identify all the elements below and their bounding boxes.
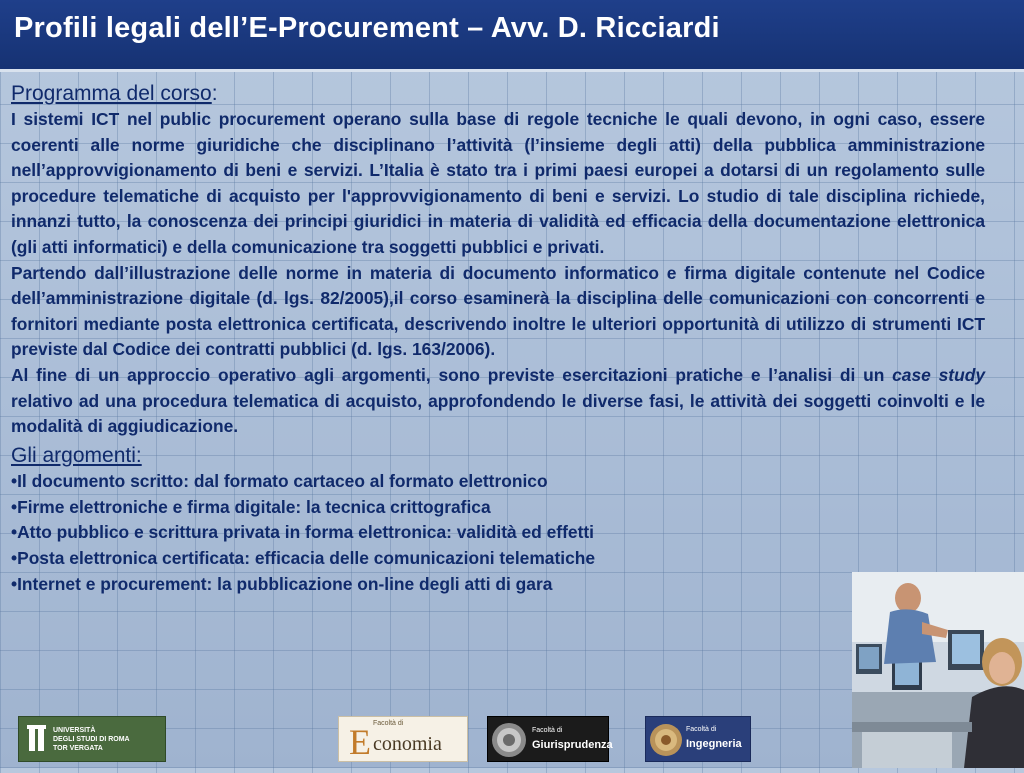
tor-vergata-line-2: DEGLI STUDI DI ROMA	[53, 736, 130, 743]
case-study-text: case study	[892, 364, 985, 385]
ingegneria-name: Ingegneria	[686, 738, 742, 750]
footer-logos	[0, 706, 850, 768]
logo-economia	[338, 716, 468, 762]
argomenti-item: •Atto pubblico e scrittura privata in forma elettronica: validità ed effetti	[11, 522, 594, 543]
paragraph-3-start: Al fine di un approccio operativo agli argomenti, sono previste esercitazioni pratiche e l’analisi di un	[11, 364, 893, 385]
logo-giurisprudenza	[487, 716, 613, 762]
paragraph-3-end: relativo ad una procedura telematica di acquisto, approfondendo le diverse fasi, le attività dei soggetti coinvolti e le modalità di aggiudicazione.	[11, 390, 985, 437]
slide-content	[11, 80, 985, 598]
logo-ingegneria	[645, 716, 751, 762]
economia-small-text: Facoltà di	[373, 720, 404, 727]
office-workers-photo	[852, 572, 1024, 768]
office-workers-photo-icon	[852, 572, 1024, 768]
tor-vergata-line-3: TOR VERGATA	[53, 745, 103, 752]
economia-big-letter: E	[349, 722, 371, 762]
giurisprudenza-name: Giurisprudenza	[532, 739, 613, 751]
giurisprudenza-small-text: Facoltà di	[532, 727, 563, 734]
argomenti-item: •Firme elettroniche e firma digitale: la tecnica crittografica	[11, 496, 491, 517]
argomenti-item: •Il documento scritto: dal formato cartaceo al formato elettronico	[11, 470, 548, 491]
programma-paragraph-2: Partendo dall’illustrazione delle norme in materia di documento informatico e firma digitale contenute nel Codice dell’amministrazione digitale (d. lgs. 82/2005),il corso esaminerà la disciplina delle comunicazioni con concorrenti e fornitori mediante posta elettronica certificata, descrivendo inoltre le ulteriori opportunità di utilizzo di strumenti ICT previste dal Codice dei contratti pubblici (d. lgs. 163/2006).	[11, 262, 985, 360]
economia-word: conomia	[373, 733, 442, 755]
ingegneria-small-text: Facoltà di	[686, 726, 717, 733]
programma-heading	[11, 80, 985, 107]
argomenti-item: •Posta elettronica certificata: efficacia delle comunicazioni telematiche	[11, 548, 596, 569]
tor-vergata-line-1: UNIVERSITÀ	[53, 727, 96, 734]
logo-tor-vergata	[18, 716, 166, 762]
argomenti-item: •Internet e procurement: la pubblicazione on-line degli atti di gara	[11, 573, 553, 594]
ingegneria-seal-icon	[646, 717, 686, 763]
argomenti-list	[11, 469, 985, 598]
programma-heading-text: Programma del corso	[11, 82, 212, 105]
argomenti-heading-text: Gli argomenti:	[11, 443, 142, 467]
argomenti-heading	[11, 442, 985, 469]
programma-paragraph-3	[11, 363, 985, 440]
programma-heading-colon: :	[211, 82, 218, 105]
programma-paragraph-1: I sistemi ICT nel public procurement operano sulla base di regole tecniche le quali devono, in ogni caso, essere coerenti alle norme giuridiche che disciplinano l’attività (l’insieme degli atti) della pubblica amministrazione nell’approvvigionamento di beni e servizi. L’Italia è stato tra i primi paesi europei a dotarsi di un regolamento sulle procedure telematiche di acquisto per l'approvvigionamento di beni e servizi. Lo studio di tale disciplina richiede, innanzi tutto, la conoscenza dei principi giuridici in materia di validità ed efficacia della documentazione elettronica (gli atti informatici) e della comunicazione tra soggetti pubblici e privati.	[11, 109, 985, 257]
giurisprudenza-seal-icon	[488, 717, 528, 763]
slide-title: Profili legali dell’E-Procurement – Avv. D. Ricciardi	[14, 12, 720, 44]
title-bar	[0, 0, 1024, 72]
